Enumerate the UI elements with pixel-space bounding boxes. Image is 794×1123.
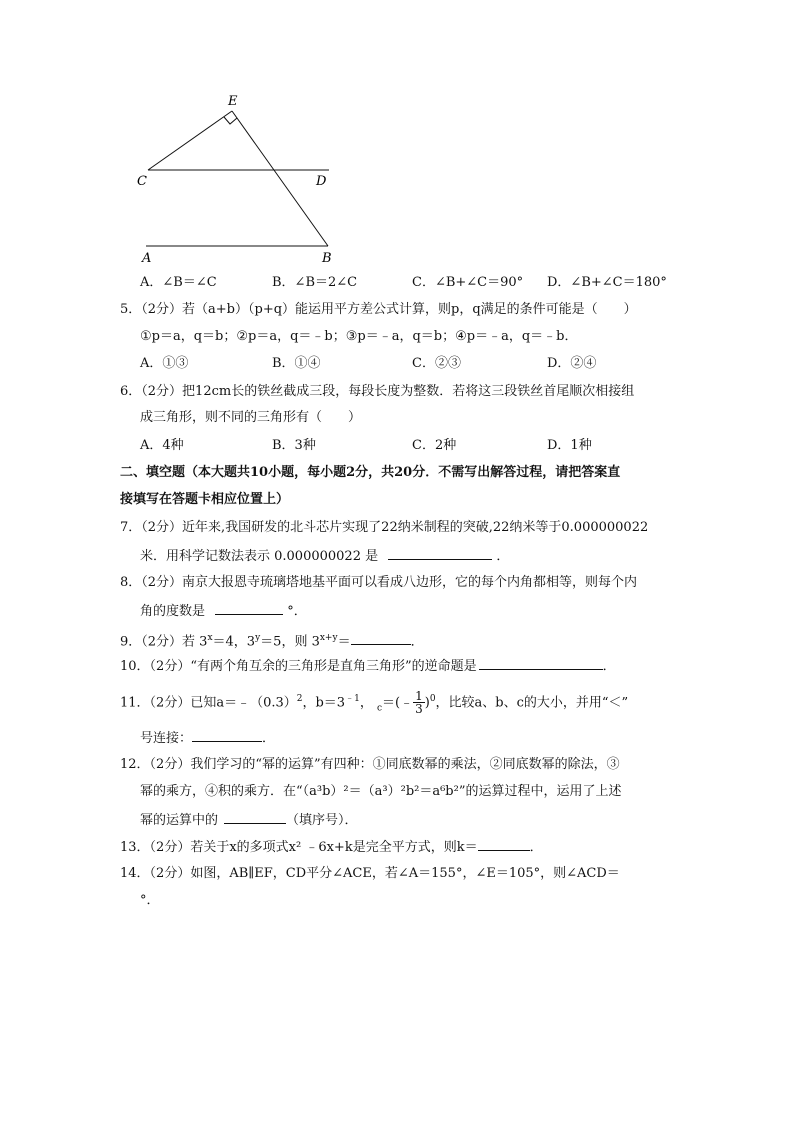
label-d: D (316, 174, 327, 189)
q5-option-b: B．①④ (272, 356, 321, 371)
q11-line2 (140, 729, 275, 747)
line-eb (232, 111, 328, 246)
q14-stem-line2: °． (140, 893, 160, 908)
label-a: A (142, 251, 152, 266)
q6-option-b: B．3种 (272, 438, 316, 453)
q10-stem (120, 657, 616, 675)
q5-stem: 5．（2分）若（a+b）（p+q）能运用平方差公式计算，则p，q满足的条件可能是（ ） (120, 302, 637, 317)
q7-text: 米．用科学记数法表示 0.000000022 是 (140, 549, 379, 564)
q4-option-d: D．∠B+∠C＝180° (547, 275, 667, 290)
q10-end: ． (602, 659, 616, 674)
q11-text-e: 号连接： (140, 731, 193, 746)
q5-option-c: C．②③ (412, 356, 461, 371)
q6-option-d: D．1种 (547, 438, 592, 453)
q6-stem-line1: 6．（2分）把12cm长的铁丝截成三段，每段长度为整数．若将这三段铁丝首尾顺次相接组 (120, 384, 635, 399)
q7-stem-line1: 7．（2分）近年来,我国研发的北斗芯片实现了22纳米制程的突破,22纳米等于0.000000022 (120, 520, 649, 535)
line-ce (148, 111, 232, 170)
q9-stem (120, 630, 424, 650)
label-e: E (228, 94, 238, 109)
q6-stem-line2: 成三角形，则不同的三角形有（ ） (140, 410, 362, 425)
q10-text: 10．（2分）“有两个角互余的三角形是直角三角形”的逆命题是 (120, 659, 477, 674)
q11-var-c: c (376, 703, 383, 714)
q11-exp-m1: ﹣1 (345, 694, 360, 704)
q11-stem (120, 684, 629, 717)
q11-exp-2: 2 (296, 694, 303, 704)
q11-eq: ＝(﹣ (382, 695, 414, 711)
q9-exp-xy: x+y (319, 633, 338, 643)
q11-close-paren: ) (424, 695, 430, 711)
q12-answer-blank[interactable] (224, 811, 286, 824)
q10-answer-blank[interactable] (479, 657, 603, 670)
q12-stem-line1: 12．（2分）我们学习的“幂的运算”有四种：①同底数幂的乘法，②同底数幂的除法，③ (120, 757, 620, 772)
q11-exp-0: 0 (429, 694, 436, 704)
q4-option-a: A．∠B＝∠C (140, 275, 217, 290)
q5-conditions: ①p＝a，q＝b；②p＝a，q＝﹣b；③p＝﹣a，q＝b；④p＝﹣a，q＝﹣b． (140, 329, 578, 344)
q7-end: ． (496, 549, 510, 564)
label-c: C (137, 174, 147, 189)
q8-stem-line1: 8．（2分）南京大报恩寺琉璃塔地基平面可以看成八边形，它的每个内角都相等，则每个内 (120, 575, 638, 590)
q11-text-d: ，比较a、b、c的大小，并用“＜” (435, 695, 629, 711)
right-angle-mark (224, 117, 237, 124)
q13-answer-blank[interactable] (478, 838, 530, 851)
triangle-figure (130, 90, 350, 270)
q12-end: （填序号）． (286, 813, 358, 828)
q13-stem (120, 838, 543, 856)
q12-text: 幂的运算中的 (140, 813, 219, 828)
q9-end: ． (410, 634, 424, 650)
q12-stem-line3 (140, 811, 358, 829)
q11-text-c: ， (359, 695, 373, 711)
q9-answer-blank[interactable] (351, 632, 411, 645)
q9-text-b: ＝4，3 (212, 634, 256, 650)
q4-option-b: B．∠B＝2∠C (272, 275, 358, 290)
q5-option-a: A．①③ (140, 356, 189, 371)
q11-denominator: 3 (415, 702, 423, 717)
q9-exp-y: y (255, 633, 261, 643)
q8-stem-line2 (140, 602, 307, 620)
q11-text-a: 11．（2分）已知a＝﹣（0.3） (120, 695, 297, 711)
label-b: B (322, 251, 332, 266)
q7-answer-blank[interactable] (388, 547, 492, 560)
q8-end: °． (287, 604, 307, 619)
q11-text-b: ，b＝3 (302, 695, 346, 711)
q9-text-c: ＝5，则 3 (260, 634, 320, 650)
q14-stem-line1: 14．（2分）如图，AB∥EF，CD平分∠ACE，若∠A＝155°，∠E＝105°，则∠ACD＝ (120, 866, 620, 881)
q11-answer-blank[interactable] (192, 729, 262, 742)
q11-numerator: 1 (415, 689, 423, 704)
q9-exp-x: x (207, 633, 213, 643)
q4-option-c: C．∠B+∠C＝90° (412, 275, 524, 290)
q8-text: 角的度数是 (140, 604, 206, 619)
q8-answer-blank[interactable] (215, 602, 283, 615)
q5-option-d: D．②④ (547, 356, 597, 371)
q11-fraction (413, 690, 425, 715)
q7-stem-line2 (140, 547, 509, 565)
q13-end: ． (529, 840, 543, 855)
section-heading-line2: 接填写在答题卡相应位置上） (120, 492, 290, 507)
q6-option-a: A．4种 (140, 438, 184, 453)
q12-stem-line2: 幂的乘方，④积的乘方．在“（a³b）²＝（a³）²b²＝a⁶b²”的运算过程中，运用了上述 (140, 784, 622, 799)
q6-option-c: C．2种 (412, 438, 457, 453)
q9-text-d: ＝ (337, 634, 351, 650)
q11-end: ． (262, 731, 276, 746)
q13-text: 13．（2分）若关于x的多项式x² ﹣6x+k是完全平方式，则k＝ (120, 840, 478, 855)
q9-text-a: 9．（2分）若 3 (120, 634, 208, 650)
section-heading-line1: 二、填空题（本大题共10小题，每小题2分，共20分．不需写出解答过程，请把答案直 (120, 465, 621, 480)
